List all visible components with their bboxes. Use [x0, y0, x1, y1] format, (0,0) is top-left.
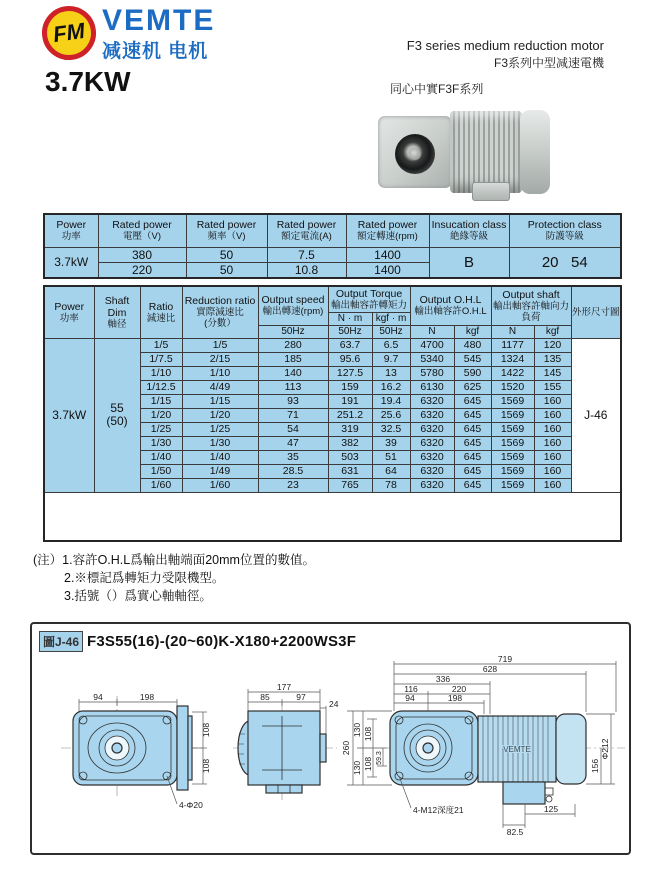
logo-letters: FM: [51, 17, 87, 48]
cell: 160: [534, 450, 571, 464]
photo-terminal-box: [472, 182, 510, 201]
cell: 16.2: [372, 380, 410, 394]
cell: 319: [328, 422, 372, 436]
t2-h-kgfm: kgf · m: [372, 312, 410, 325]
footnote-line: 2.※標記爲轉矩力受限機型。: [64, 571, 225, 585]
cell: 71: [258, 408, 328, 422]
cell: 1/30: [140, 436, 182, 450]
cell: 1400: [346, 262, 429, 278]
t1-h-insulation: Insucation class 絶緣等級: [429, 214, 509, 247]
product-photo: [378, 110, 550, 202]
dim-label-198: 198: [447, 693, 463, 703]
cell: 32.5: [372, 422, 410, 436]
cell: 160: [534, 464, 571, 478]
cell: 135: [534, 352, 571, 366]
cell: 160: [534, 436, 571, 450]
empty-cell: [44, 492, 621, 541]
cell: 1569: [491, 436, 534, 450]
t2-h-ratio: Ratio 減速比: [140, 286, 182, 338]
dim-label-front-108b: 108: [201, 758, 211, 774]
cell: 28.5: [258, 464, 328, 478]
dim-label-719: 719: [497, 656, 513, 664]
dim-label-side-24: 24: [329, 699, 339, 709]
cell: 155: [534, 380, 571, 394]
cell: 5340: [410, 352, 454, 366]
dim-label-59: 59.3: [376, 751, 383, 765]
cell: 50: [186, 247, 267, 262]
series-title-en: F3 series medium reduction motor: [406, 38, 604, 53]
cell: 1400: [346, 247, 429, 262]
cell: 1/12.5: [140, 380, 182, 394]
dim-label-130a: 130: [352, 722, 362, 738]
cell: 50: [186, 262, 267, 278]
dimension-drawing: [35, 656, 629, 854]
cell: 7.5: [267, 247, 346, 262]
cell: 280: [258, 338, 328, 352]
motor-brand-label: VEMTE: [503, 745, 531, 754]
cell: 127.5: [328, 366, 372, 380]
cell: 4/49: [182, 380, 258, 394]
cell: 382: [328, 436, 372, 450]
dim-label-108a: 108: [363, 726, 373, 742]
t2-outline-ref: J-46: [571, 338, 621, 492]
spec-row: [44, 338, 621, 352]
cell: 1/49: [182, 464, 258, 478]
cell: 1/20: [182, 408, 258, 422]
footnote-line: 3.括號（）爲實心軸軸徑。: [64, 589, 212, 603]
t2-h-hz: 50Hz: [372, 325, 410, 338]
cell: 645: [454, 422, 491, 436]
cell: 10.8: [267, 262, 346, 278]
cell: 1569: [491, 450, 534, 464]
cell: 503: [328, 450, 372, 464]
dim-label-front-198: 198: [139, 692, 155, 702]
empty-row: [44, 492, 621, 541]
cell: 1569: [491, 408, 534, 422]
cell: 6320: [410, 478, 454, 492]
cell: 251.2: [328, 408, 372, 422]
specs-table: [43, 285, 622, 542]
cell: 1/50: [140, 464, 182, 478]
dim-label-156: 156: [590, 758, 600, 774]
drawing-model-code: F3S55(16)-(20~60)K-X180+2200WS3F: [87, 633, 357, 650]
dim-label-108b: 108: [363, 756, 373, 772]
photo-motor-fins: [450, 111, 522, 193]
cell: 220: [98, 262, 186, 278]
t2-h-nm: N · m: [328, 312, 372, 325]
drawing-title: [39, 631, 356, 652]
dimension-drawing-box: [30, 622, 631, 855]
cell: 25.6: [372, 408, 410, 422]
cell: 1177: [491, 338, 534, 352]
dim-label-side-97: 97: [296, 692, 306, 702]
t2-h-output-speed: Output speed 輸出轉速(rpm): [258, 286, 328, 325]
cell: 191: [328, 394, 372, 408]
dim-label-220: 220: [451, 684, 467, 694]
dim-label-116: 116: [404, 684, 418, 694]
cell: 1/40: [140, 450, 182, 464]
front-view: [61, 692, 211, 810]
cell: 2/15: [182, 352, 258, 366]
cell: 1/5: [182, 338, 258, 352]
dim-label-front-94: 94: [93, 692, 103, 702]
dim-label-628: 628: [482, 664, 498, 674]
t2-h-kgf: kgf: [454, 325, 491, 338]
cell: 145: [534, 366, 571, 380]
cell: 13: [372, 366, 410, 380]
cell: 1/7.5: [140, 352, 182, 366]
cell: 6320: [410, 436, 454, 450]
dim-label-front-holes: 4-Φ20: [179, 800, 203, 810]
dim-label-94: 94: [405, 693, 415, 703]
t2-h-output-shaft: Output shaft 輸出軸容許軸向力負荷: [491, 286, 571, 325]
cell: 140: [258, 366, 328, 380]
ratings-header-row: [44, 214, 621, 247]
cell: 185: [258, 352, 328, 366]
cell: 9.7: [372, 352, 410, 366]
dim-label-125: 125: [543, 804, 559, 814]
brand-text: [102, 6, 215, 63]
cell: 1/60: [140, 478, 182, 492]
cell: 1569: [491, 394, 534, 408]
cell: 1422: [491, 366, 534, 380]
cell: 1/25: [182, 422, 258, 436]
series-note: 同心中實F3F系列: [390, 82, 484, 96]
cell: 1/40: [182, 450, 258, 464]
cell: 380: [98, 247, 186, 262]
photo-end-cap: [520, 110, 550, 194]
dim-label-phi212: Φ212: [600, 738, 610, 760]
t1-h-power: Power 功率: [44, 214, 98, 247]
cell: 35: [258, 450, 328, 464]
cell: 1/25: [140, 422, 182, 436]
cell: 160: [534, 394, 571, 408]
t1-h-protection: Protection class 防護等級: [509, 214, 621, 247]
dim-label-825: 82.5: [506, 827, 524, 837]
cell: 78: [372, 478, 410, 492]
cell: 645: [454, 436, 491, 450]
ratings-table: [43, 213, 622, 279]
cell: 64: [372, 464, 410, 478]
t1-h-frequency: Rated power 頻率（V): [186, 214, 267, 247]
cell: 765: [328, 478, 372, 492]
dim-label-130b: 130: [352, 760, 362, 776]
cell: 160: [534, 478, 571, 492]
t2-power: 3.7kW: [44, 338, 94, 492]
t2-h-output-torque: Output Torque 輸出軸容許轉矩力: [328, 286, 410, 312]
cell: 47: [258, 436, 328, 450]
cell: 19.4: [372, 394, 410, 408]
cell: 1569: [491, 478, 534, 492]
cell: 1/15: [140, 394, 182, 408]
dim-label-260: 260: [341, 740, 351, 756]
cell: 51: [372, 450, 410, 464]
cell: 93: [258, 394, 328, 408]
cell: 631: [328, 464, 372, 478]
cell: 1/10: [182, 366, 258, 380]
cell: 1/30: [182, 436, 258, 450]
cell: 1/15: [182, 394, 258, 408]
cell: 160: [534, 408, 571, 422]
cell: 6.5: [372, 338, 410, 352]
cell: 1569: [491, 422, 534, 436]
cell: 1/60: [182, 478, 258, 492]
t2-h-power: Power 功率: [44, 286, 94, 338]
cell: 645: [454, 478, 491, 492]
t2-h-output-ohl: Output O.H.L 輸出軸容許O.H.L: [410, 286, 491, 325]
cell: 39: [372, 436, 410, 450]
cell: 645: [454, 464, 491, 478]
cell: 6320: [410, 422, 454, 436]
cell: 159: [328, 380, 372, 394]
cell: 545: [454, 352, 491, 366]
cell: 1/20: [140, 408, 182, 422]
t1-h-speed: Rated power 額定轉速(rpm): [346, 214, 429, 247]
series-titles: [407, 38, 604, 71]
t2-h-hz: 50Hz: [258, 325, 328, 338]
series-title-zh: F3系列中型减速電機: [493, 56, 604, 70]
cell: 645: [454, 408, 491, 422]
brand-header: [42, 6, 215, 63]
cell: 23: [258, 478, 328, 492]
power-rating-title: 3.7KW: [45, 66, 131, 97]
cell: 590: [454, 366, 491, 380]
t2-shaft-dim: 55 (50): [94, 338, 140, 492]
cell: 95.6: [328, 352, 372, 366]
ratings-row: [44, 247, 621, 262]
cell: 645: [454, 394, 491, 408]
t1-power: 3.7kW: [44, 247, 98, 278]
cell: 6130: [410, 380, 454, 394]
dim-label-m12: 4-M12深度21: [413, 805, 464, 815]
t1-h-voltage: Rated power 電壓（V): [98, 214, 186, 247]
dim-label-front-108a: 108: [201, 722, 211, 738]
cell: 645: [454, 450, 491, 464]
t1-insulation-class: B: [429, 247, 509, 278]
t2-h-hz: 50Hz: [328, 325, 372, 338]
brand-subtitle: 减速机 电机: [102, 41, 209, 62]
cell: 1/10: [140, 366, 182, 380]
cell: 4700: [410, 338, 454, 352]
t2-h-shaft-dim: Shaft Dim 軸径: [94, 286, 140, 338]
cell: 5780: [410, 366, 454, 380]
t2-h-outline: 外形尺寸圖: [571, 286, 621, 338]
dim-label-side-177: 177: [276, 682, 292, 692]
t2-h-kgf: kgf: [534, 325, 571, 338]
main-view: [383, 656, 625, 837]
drawing-ref-chip: 圖J-46: [39, 631, 83, 652]
photo-shaft-hub: [409, 148, 421, 160]
cell: 1569: [491, 464, 534, 478]
t1-protection-class: 20 54: [509, 247, 621, 278]
cell: 54: [258, 422, 328, 436]
dim-label-side-85: 85: [260, 692, 270, 702]
cell: 6320: [410, 450, 454, 464]
cell: 6320: [410, 394, 454, 408]
t2-h-n: N: [491, 325, 534, 338]
brand-name: VEMTE: [102, 4, 216, 37]
cell: 160: [534, 422, 571, 436]
brand-logo-icon: [39, 3, 100, 64]
specs-header-row: [44, 286, 621, 312]
side-view: [233, 682, 339, 800]
dim-label-336: 336: [435, 674, 451, 684]
cell: 63.7: [328, 338, 372, 352]
footnotes: [33, 551, 315, 605]
cell: 625: [454, 380, 491, 394]
footnote-line: (注）1.容許O.H.L爲輸出軸端面20mm位置的數值。: [33, 553, 315, 567]
t1-h-current: Rated power 額定電流(A): [267, 214, 346, 247]
cell: 1520: [491, 380, 534, 394]
cell: 1324: [491, 352, 534, 366]
cell: 1/5: [140, 338, 182, 352]
cell: 6320: [410, 464, 454, 478]
cell: 113: [258, 380, 328, 394]
cell: 480: [454, 338, 491, 352]
t2-h-reduction: Reduction ratio 實際減速比 (分數）: [182, 286, 258, 338]
t2-h-n: N: [410, 325, 454, 338]
cell: 6320: [410, 408, 454, 422]
cell: 120: [534, 338, 571, 352]
